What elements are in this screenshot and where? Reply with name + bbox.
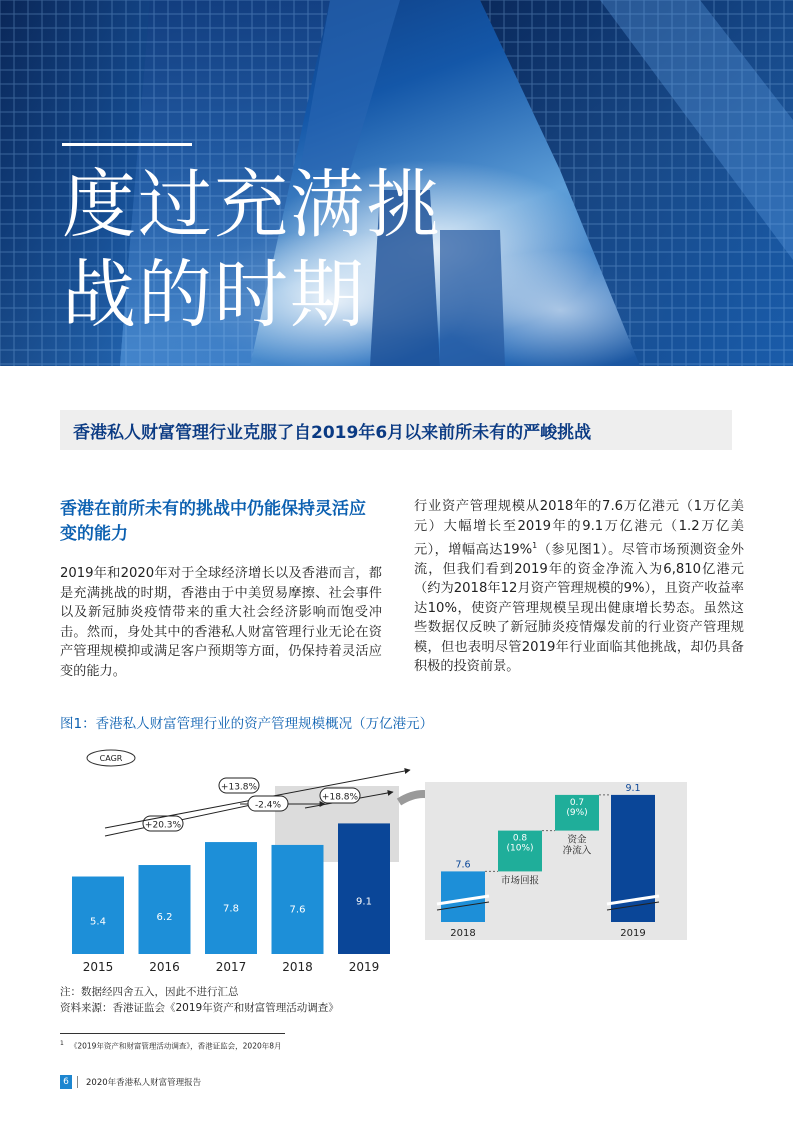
page-footer (60, 1075, 201, 1089)
right-paragraph-part-2: （参见图1）。尽管市场预测资金外流，但我们看到2019年的资金净流入为6,810亿港元（约为2018年12月资产管理规模的9%），且资产收益率达10%，使资产管理规模呈现出健康增长势态。虽然这些数据仅反映了新冠肺炎疫情爆发前的行业资产管理规模，但也表明尽管2019年行业面临其他挑战，却仍具备积极的投资前景。 (414, 542, 744, 675)
waterfall-step-label: 资金 (567, 834, 587, 846)
headline-banner (60, 410, 732, 450)
figure-notes (60, 984, 339, 1016)
footer-separator (77, 1076, 78, 1088)
bar-value-label: 5.4 (90, 916, 106, 928)
right-paragraph-part-1: 行业资产管理规模从2018年的7.6万亿港元（1万亿美元）大幅增长至2019年的9.1万亿港元（1.2万亿美元），增幅高达19% (414, 499, 744, 558)
hero-title-rule (62, 143, 192, 146)
bar-2016 (139, 865, 191, 954)
cagr-arrow (105, 802, 265, 836)
waterfall-value-label: 7.6 (455, 859, 471, 871)
x-tick-label: 2016 (149, 960, 180, 974)
bar-2019 (338, 823, 390, 954)
figure-title: 图1：香港私人财富管理行业的资产管理规模概况（万亿港元） (60, 716, 434, 732)
footnote-number: 1 (60, 1040, 64, 1047)
waterfall-x-label: 2018 (450, 928, 476, 939)
figure-1-chart (55, 742, 695, 977)
right-column (414, 497, 744, 677)
figure-note: 注：数据经四舍五入，因此不进行汇总 (60, 986, 239, 998)
cagr-label: CAGR (99, 754, 123, 763)
waterfall-step-value: 0.7 (569, 797, 585, 808)
bar-value-label: 7.8 (223, 903, 239, 915)
footnote (60, 1040, 282, 1052)
x-tick-label: 2018 (282, 960, 313, 974)
bar-2015 (72, 877, 124, 954)
bar-value-label: 6.2 (156, 912, 173, 924)
waterfall-step-label: 市场回报 (500, 875, 540, 887)
waterfall-step-label: 净流入 (562, 845, 592, 857)
cagr-annotation-label: +20.3% (144, 820, 182, 831)
bar-2017 (205, 842, 257, 954)
bar-value-label: 7.6 (289, 904, 306, 916)
x-tick-label: 2017 (215, 960, 247, 974)
cagr-annotation-label: +13.8% (220, 782, 258, 793)
footnote-divider (60, 1033, 285, 1034)
hero-title-line-2: 战的时期 (62, 252, 366, 338)
waterfall-step-value: 0.8 (512, 833, 528, 844)
footnote-text: 《2019年资产和财富管理活动调查》，香港证监会，2020年8月 (69, 1041, 282, 1051)
waterfall-step-pct: (10%) (506, 843, 534, 854)
waterfall-value-label: 9.1 (625, 782, 641, 794)
cagr-annotation-label: +18.8% (321, 792, 359, 803)
report-title: 2020年香港私人财富管理报告 (86, 1078, 202, 1088)
left-paragraph: 2019年和2020年对于全球经济增长以及香港而言，都是充满挑战的时期，香港由于中美贸易摩擦、社会事件以及新冠肺炎疫情带来的重大社会经济影响而饱受冲击。然而，身处其中的香港私人财富管理行业无论在资产管理规模抑或满足客户预期等方面，仍保持着灵活应变的能力。 (60, 566, 382, 679)
bar-value-label: 9.1 (356, 896, 372, 908)
footnote-reference: 1 (532, 541, 538, 550)
right-paragraph (414, 497, 744, 677)
hero-title (62, 160, 482, 340)
bar-2018 (272, 845, 324, 954)
hero-image (0, 0, 793, 366)
cagr-annotation-label: -2.4% (254, 800, 282, 811)
figure-source: 资料来源：香港证监会《2019年资产和财富管理活动调查》 (60, 1002, 339, 1014)
waterfall-x-label: 2019 (620, 928, 646, 939)
left-column (60, 497, 382, 681)
hero-title-line-1: 度过充满挑 (62, 162, 442, 248)
waterfall-step-pct: (9%) (566, 807, 588, 818)
headline-text: 香港私人财富管理行业克服了自2019年6月以来前所未有的严峻挑战 (73, 422, 592, 443)
x-tick-label: 2019 (348, 960, 380, 974)
x-tick-label: 2015 (82, 960, 114, 974)
page-number: 6 (60, 1075, 72, 1089)
section-subheading: 香港在前所未有的挑战中仍能保持灵活应变的能力 (60, 499, 366, 544)
